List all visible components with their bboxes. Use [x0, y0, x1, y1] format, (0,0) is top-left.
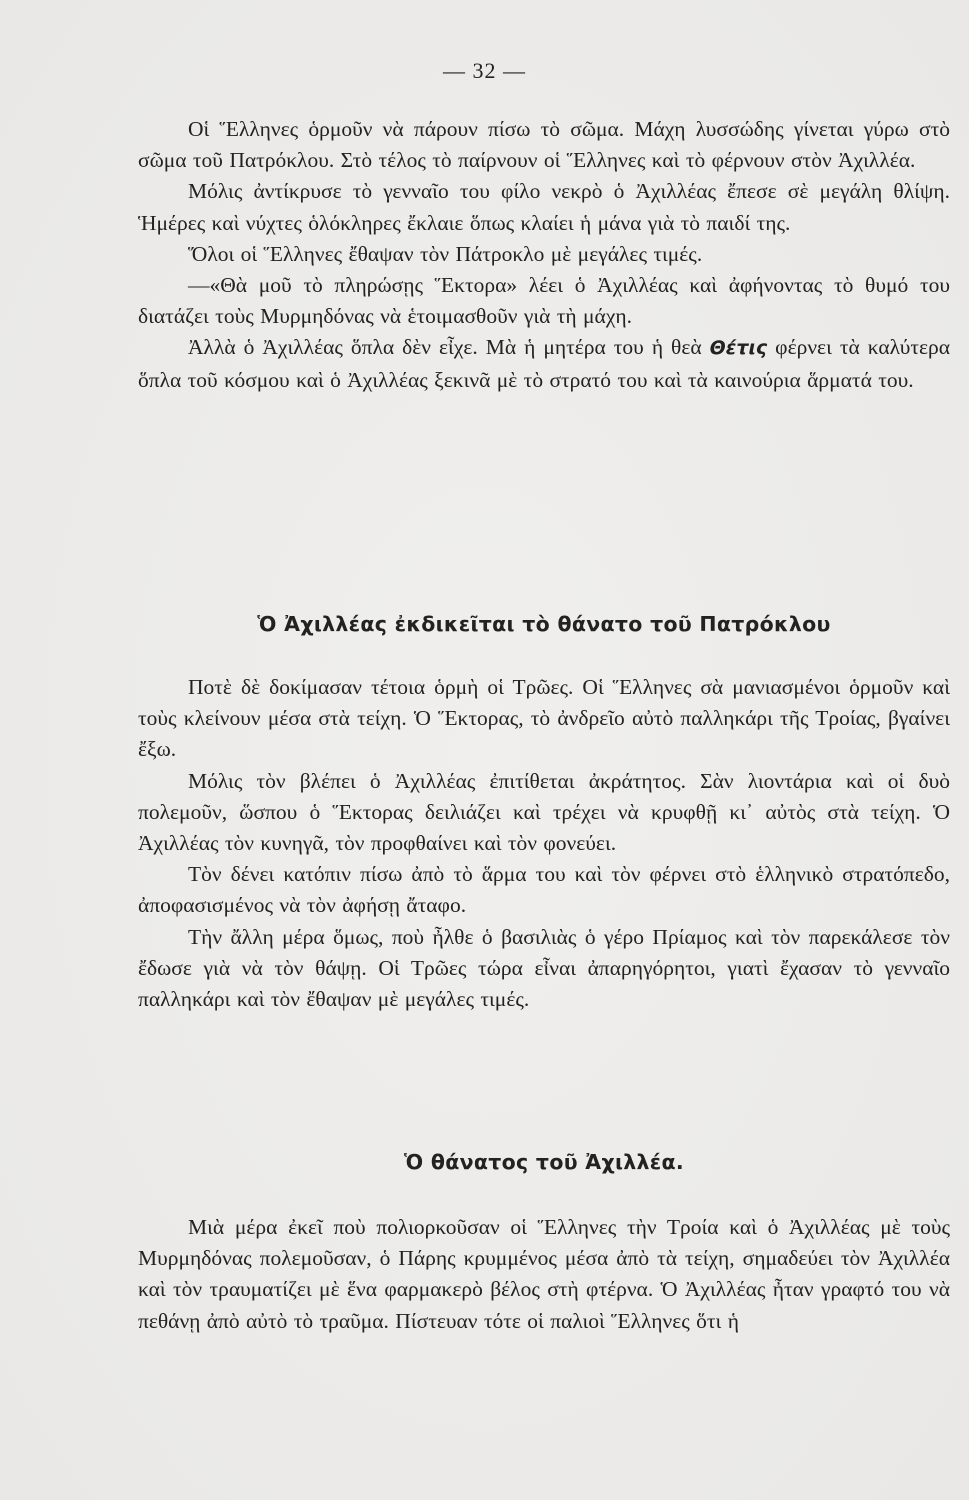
paragraph: —«Θὰ μοῦ τὸ πληρώσῃς Ἕκτορα» λέει ὁ Ἀχιλλέας καὶ ἀφήνοντας τὸ θυμό του διατάζει τοὺς Μυρμηδόνας νὰ ἑτοιμασθοῦν γιὰ τὴ μάχη. — [138, 273, 950, 329]
section-heading-achilles-revenge: Ὁ Ἀχιλλέας ἐκδικεῖται τὸ θάνατο τοῦ Πατρόκλου — [257, 612, 831, 636]
paragraph: Μόλις τὸν βλέπει ὁ Ἀχιλλέας ἐπιτίθεται ἀκράτητος. Σὰν λιοντάρια καὶ οἱ δυὸ πολεμοῦν, ὥσπου ὁ Ἕκτορας δειλιάζει καὶ τρέχει νὰ κρυφθῇ κι᾿ αὐτὸς στὰ τείχη. Ὁ Ἀχιλλέας τὸν κυνηγᾶ, τὸν προφθαίνει καὶ τὸν φονεύει. — [138, 768, 950, 856]
paragraph: Τὸν δένει κατόπιν πίσω ἀπὸ τὸ ἅρμα του καὶ τὸν φέρνει στὸ ἑλληνικὸ στρατόπεδο, ἀποφασισμένος νὰ τὸν ἀφήσῃ ἄταφο. — [138, 862, 950, 918]
section-heading-achilles-death: Ὁ θάνατος τοῦ Ἀχιλλέα. — [404, 1150, 684, 1174]
paragraph: Οἱ Ἕλληνες ὁρμοῦν νὰ πάρουν πίσω τὸ σῶμα. Μάχη λυσσώδης γίνεται γύρω στὸ σῶμα τοῦ Πατρόκλου. Στὸ τέλος τὸ παίρνουν οἱ Ἕλληνες καὶ τὸ φέρνουν στὸν Ἀχιλλέα. — [138, 117, 950, 173]
section-1-text — [138, 114, 950, 396]
page-number: — 32 — — [443, 58, 526, 83]
section-3-text — [138, 1212, 950, 1337]
paragraph: Μόλις ἀντίκρυσε τὸ γενναῖο του φίλο νεκρὸ ὁ Ἀχιλλέας ἔπεσε σὲ μεγάλη θλίψη. Ἡμέρες καὶ νύχτες ὁλόκληρες ἔκλαιε ὅπως κλαίει ἡ μάνα γιὰ τὸ παιδί της. — [138, 179, 950, 235]
thetis-name: Θέτις — [709, 337, 768, 360]
paragraph: Μιὰ μέρα ἐκεῖ ποὺ πολιορκοῦσαν οἱ Ἕλληνες τὴν Τροία καὶ ὁ Ἀχιλλέας μὲ τοὺς Μυρμηδόνας πολεμοῦσαν, ὁ Πάρης κρυμμένος μέσα ἀπὸ τὰ τείχη, σημαδεύει τὸν Ἀχιλλέα καὶ τὸν τραυματίζει μὲ ἕνα φαρμακερὸ βέλος στὴ φτέρνα. Ὁ Ἀχιλλέας ἦταν γραφτό του νὰ πεθάνῃ ἀπὸ αὐτὸ τὸ τραῦμα. Πίστευαν τότε οἱ παλιοὶ Ἕλληνες ὅτι ἡ — [138, 1215, 950, 1333]
paragraph: Τὴν ἄλλη μέρα ὅμως, ποὺ ἦλθε ὁ βασιλιὰς ὁ γέρο Πρίαμος καὶ τὸν παρεκάλεσε τὸν ἔδωσε γιὰ νὰ τὸν θάψῃ. Οἱ Τρῶες τώρα εἶναι ἀπαρηγόρητοι, γιατὶ ἔχασαν τὸ γενναῖο παλληκάρι καὶ τὸν ἔθαψαν μὲ μεγάλες τιμές. — [138, 924, 950, 1012]
paragraph-thetis-pre: Ἀλλὰ ὁ Ἀχιλλέας ὅπλα δὲν εἶχε. Μὰ ἡ μητέρα του ἡ θεὰ — [188, 335, 710, 360]
paragraph: Ὅλοι οἱ Ἕλληνες ἔθαψαν τὸν Πάτροκλο μὲ μεγάλες τιμές. — [188, 241, 703, 266]
paragraph-thetis-post: φέρνει τὰ καλύτερα ὅπλα τοῦ κόσμου καὶ ὁ Ἀχιλλέας ξεκινᾶ μὲ τὸ στρατό του καὶ τὰ καινούρια ἅρματά του. — [138, 335, 950, 392]
paragraph-thetis — [138, 332, 950, 395]
section-2-text — [138, 672, 950, 1015]
paragraph: Ποτὲ δὲ δοκίμασαν τέτοια ὁρμὴ οἱ Τρῶες. Οἱ Ἕλληνες σὰ μανιασμένοι ὁρμοῦν καὶ τοὺς κλείνουν μέσα στὰ τείχη. Ὁ Ἕκτορας, τὸ ἀνδρεῖο αὐτὸ παλληκάρι τῆς Τροίας, βγαίνει ἔξω. — [138, 675, 950, 762]
